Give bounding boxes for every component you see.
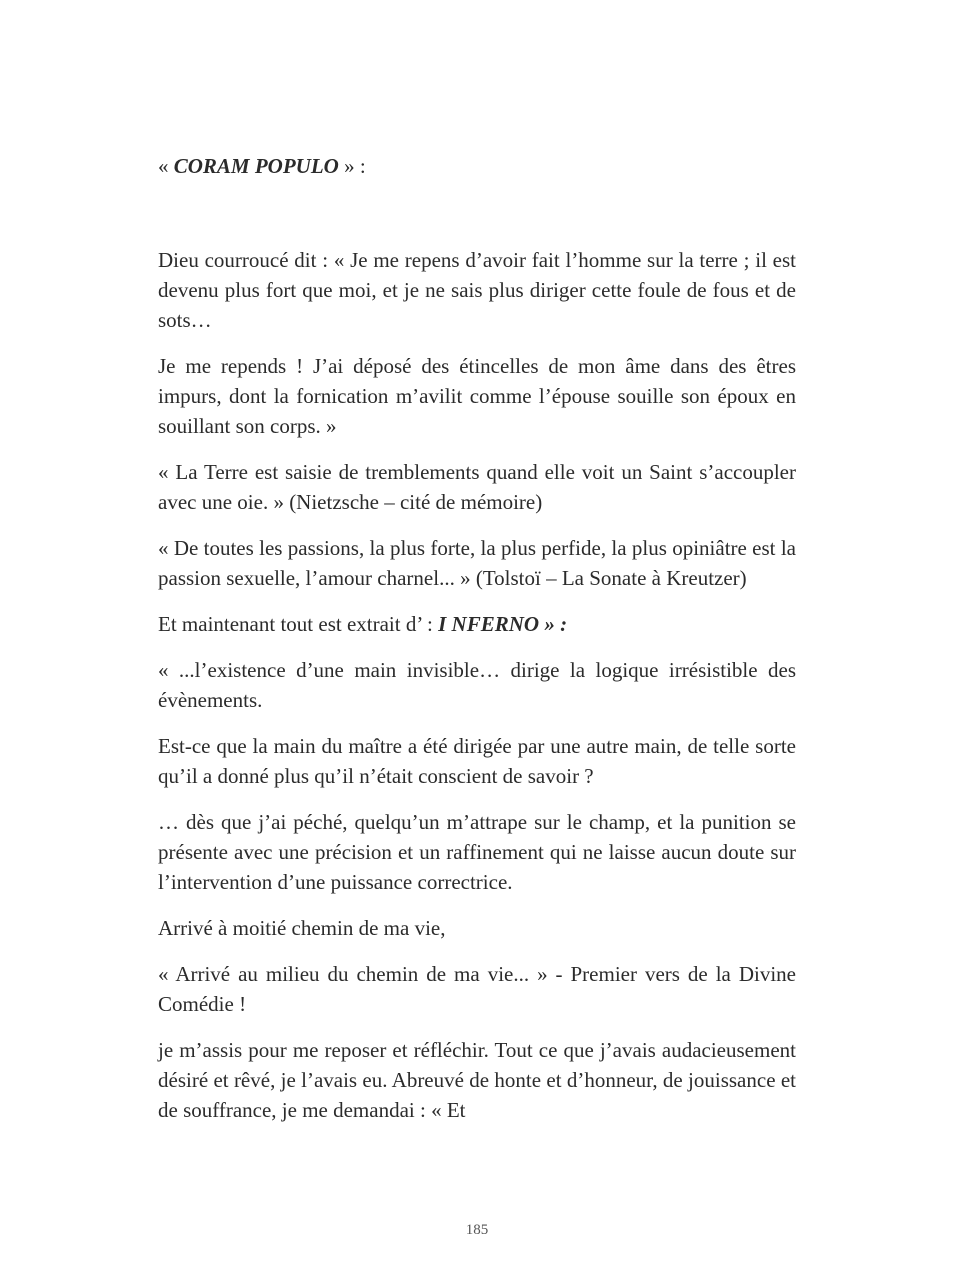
paragraph: Je me repends ! J’ai déposé des étincelles de mon âme dans des êtres impurs, dont la fornication m’avilit comme l’épouse souille son époux en souillant son corps. » <box>158 354 796 438</box>
page-number: 185 <box>465 1222 489 1238</box>
page-body <box>158 148 796 1141</box>
paragraph: … dès que j’ai péché, quelqu’un m’attrape sur le champ, et la punition se présente avec une précision et un raffinement qui ne laisse aucun doute sur l’intervention d’une puissance correctrice. <box>158 810 796 894</box>
extract-prefix: Et maintenant tout est extrait d’ : <box>158 612 439 636</box>
heading-close-quote: » : <box>338 154 366 178</box>
paragraph: Arrivé à moitié chemin de ma vie, <box>158 916 446 940</box>
paragraph: « Arrivé au milieu du chemin de ma vie... » - Premier vers de la Divine Comédie ! <box>158 962 796 1016</box>
extract-title: I NFERNO » : <box>438 612 568 636</box>
paragraph: « De toutes les passions, la plus forte, la plus perfide, la plus opiniâtre est la passion sexuelle, l’amour charnel... » (Tolstoï – La Sonate à Kreutzer) <box>158 536 796 590</box>
paragraph: « ...l’existence d’une main invisible… dirige la logique irrésistible des évènements. <box>158 658 796 712</box>
paragraph: je m’assis pour me reposer et réfléchir. Tout ce que j’avais audacieusement désiré et rêvé, je l’avais eu. Abreuvé de honte et d’honneur, de jouissance et de souffrance, je me demandai : « Et <box>158 1038 796 1122</box>
heading-open-quote: « <box>158 154 174 178</box>
chapter-heading <box>158 148 796 184</box>
extract-intro <box>158 609 796 639</box>
paragraph: Dieu courroucé dit : « Je me repens d’avoir fait l’homme sur la terre ; il est devenu plus fort que moi, et je ne sais plus diriger cette foule de fous et de sots… <box>158 248 796 332</box>
heading-title: CORAM POPULO <box>173 154 339 178</box>
paragraph: « La Terre est saisie de tremblements quand elle voit un Saint s’accoupler avec une oie. » (Nietzsche – cité de mémoire) <box>158 460 796 514</box>
paragraph: Est-ce que la main du maître a été dirigée par une autre main, de telle sorte qu’il a donné plus qu’il n’était conscient de savoir ? <box>158 734 796 788</box>
